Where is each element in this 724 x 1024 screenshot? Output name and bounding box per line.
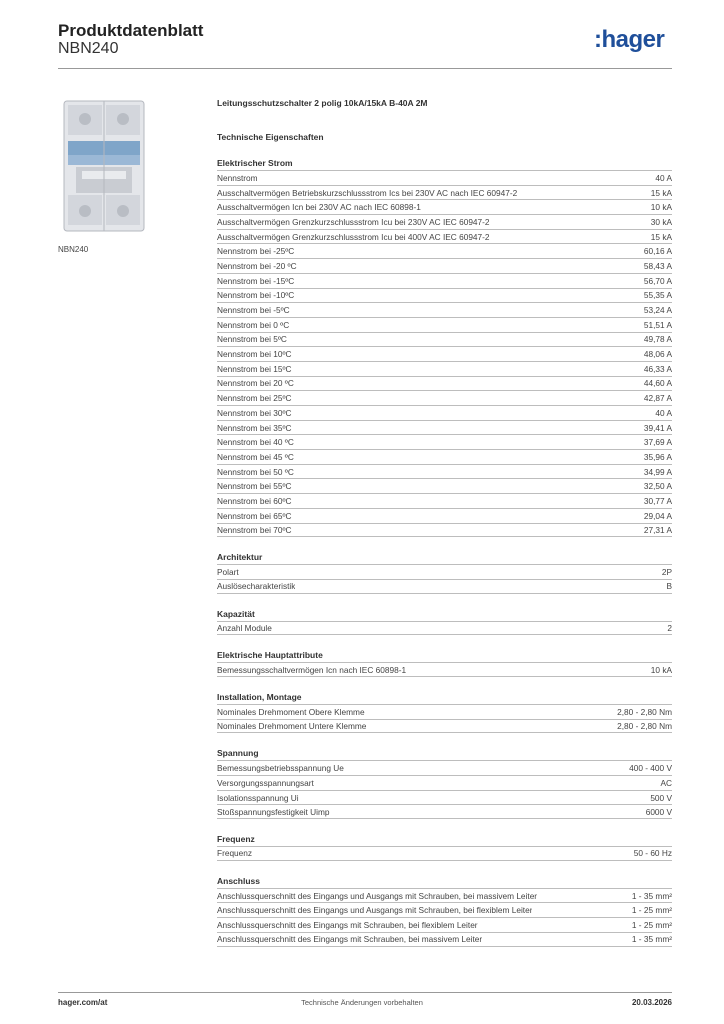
section-title: Elektrische Hauptattribute — [217, 650, 323, 661]
spec-value: 34,99 A — [643, 466, 672, 477]
spec-row — [217, 478, 672, 493]
spec-row — [217, 579, 672, 594]
spec-value: 60,16 A — [643, 246, 672, 257]
footer-divider — [58, 992, 672, 993]
spec-value: 50 - 60 Hz — [633, 848, 672, 859]
spec-row — [217, 229, 672, 244]
spec-value: 1 - 25 mm² — [631, 905, 672, 916]
product-code: NBN240 — [58, 40, 119, 57]
spec-value: 58,43 A — [643, 260, 672, 271]
spec-row — [217, 390, 672, 405]
spec-rows — [217, 564, 672, 593]
spec-row — [217, 523, 672, 538]
spec-label: Ausschaltvermögen Grenzkurzschlussstrom Icu bei 400V AC IEC 60947-2 — [217, 231, 490, 242]
spec-row — [217, 775, 672, 790]
spec-row — [217, 790, 672, 805]
spec-row — [217, 888, 672, 903]
spec-value: 400 - 400 V — [629, 763, 672, 774]
spec-row — [217, 846, 672, 861]
spec-row — [217, 170, 672, 185]
spec-value: 2 — [667, 622, 672, 633]
spec-row — [217, 420, 672, 435]
spec-label: Auslösecharakteristik — [217, 581, 296, 592]
spec-content — [217, 97, 672, 947]
spec-value: 1 - 35 mm² — [631, 934, 672, 945]
spec-section — [217, 875, 672, 947]
spec-label: Nennstrom bei -15ºC — [217, 275, 295, 286]
spec-section — [217, 157, 672, 537]
spec-value: 1 - 35 mm² — [631, 890, 672, 901]
spec-label: Bemessungsbetriebsspannung Ue — [217, 763, 344, 774]
spec-value: 15 kA — [650, 187, 672, 198]
spec-value: 35,96 A — [643, 451, 672, 462]
section-title: Architektur — [217, 552, 263, 563]
spec-section — [217, 747, 672, 819]
spec-label: Versorgungsspannungsart — [217, 777, 314, 788]
spec-rows — [217, 888, 672, 947]
spec-value: 40 A — [655, 172, 672, 183]
spec-value: 48,06 A — [643, 349, 672, 360]
section-title: Elektrischer Strom — [217, 158, 293, 168]
footer-date: 20.03.2026 — [631, 998, 672, 1007]
spec-label: Nennstrom bei 20 ºC — [217, 378, 294, 389]
spec-label: Nennstrom bei 40 ºC — [217, 437, 294, 448]
spec-section — [217, 649, 672, 677]
spec-section — [217, 691, 672, 733]
spec-value: 37,69 A — [643, 437, 672, 448]
spec-label: Nennstrom bei 35ºC — [217, 422, 292, 433]
section-title: Frequenz — [217, 834, 255, 845]
spec-row — [217, 719, 672, 734]
spec-label: Ausschaltvermögen Betriebskurzschlussstrom Ics bei 230V AC nach IEC 60947-2 — [217, 187, 518, 198]
spec-value: 10 kA — [650, 202, 672, 213]
spec-value: 2,80 - 2,80 Nm — [617, 720, 672, 731]
product-title: Leitungsschutzschalter 2 polig 10kA/15kA B-40A 2M — [217, 98, 428, 108]
spec-row — [217, 902, 672, 917]
spec-value: 2P — [661, 567, 672, 578]
spec-row — [217, 346, 672, 361]
spec-rows — [217, 170, 672, 537]
spec-label: Nennstrom bei -25ºC — [217, 246, 295, 257]
spec-row — [217, 804, 672, 819]
spec-row — [217, 258, 672, 273]
spec-label: Nennstrom bei 5ºC — [217, 334, 287, 345]
tech-heading: Technische Eigenschaften — [217, 132, 324, 142]
spec-label: Nennstrom bei -5ºC — [217, 305, 290, 316]
section-title: Anschluss — [217, 875, 260, 886]
spec-row — [217, 376, 672, 391]
spec-section — [217, 833, 672, 861]
spec-label: Anschlussquerschnitt des Eingangs und Ausgangs mit Schrauben, bei flexiblem Leiter — [217, 905, 533, 916]
spec-rows — [217, 760, 672, 819]
spec-rows — [217, 704, 672, 733]
spec-value: 40 A — [655, 407, 672, 418]
spec-label: Nennstrom bei 0 ºC — [217, 319, 290, 330]
spec-value: 42,87 A — [643, 393, 672, 404]
spec-rows — [217, 621, 672, 636]
spec-row — [217, 932, 672, 947]
spec-value: 51,51 A — [643, 319, 672, 330]
spec-label: Polart — [217, 567, 239, 578]
spec-label: Nennstrom bei 25ºC — [217, 393, 292, 404]
spec-row — [217, 662, 672, 677]
section-title: Installation, Montage — [217, 691, 302, 702]
footer-disclaimer: Technische Änderungen vorbehalten — [301, 998, 423, 1007]
spec-value: 49,78 A — [643, 334, 672, 345]
spec-label: Isolationsspannung Ui — [217, 792, 299, 803]
spec-label: Nennstrom bei -10ºC — [217, 290, 295, 301]
spec-label: Frequenz — [217, 848, 253, 859]
spec-label: Nennstrom bei 50 ºC — [217, 466, 294, 477]
spec-label: Nominales Drehmoment Obere Klemme — [217, 706, 365, 717]
spec-label: Anzahl Module — [217, 622, 272, 633]
spec-row — [217, 621, 672, 636]
spec-row — [217, 243, 672, 258]
spec-value: 53,24 A — [643, 305, 672, 316]
spec-row — [217, 434, 672, 449]
spec-label: Nennstrom bei 45 ºC — [217, 451, 294, 462]
spec-row — [217, 361, 672, 376]
spec-row — [217, 760, 672, 775]
spec-value: 1 - 25 mm² — [631, 919, 672, 930]
spec-label: Nennstrom bei 55ºC — [217, 481, 292, 492]
spec-label: Nennstrom bei 15ºC — [217, 363, 292, 374]
spec-row — [217, 917, 672, 932]
spec-label: Nennstrom bei 70ºC — [217, 524, 292, 535]
spec-label: Anschlussquerschnitt des Eingangs mit Schrauben, bei massivem Leiter — [217, 934, 483, 945]
spec-value: 10 kA — [650, 664, 672, 675]
spec-row — [217, 214, 672, 229]
spec-rows — [217, 662, 672, 677]
spec-row — [217, 564, 672, 579]
spec-section — [217, 608, 672, 636]
spec-value: B — [666, 581, 672, 592]
spec-row — [217, 508, 672, 523]
spec-section — [217, 551, 672, 593]
header-divider — [58, 68, 672, 69]
spec-value: 46,33 A — [643, 363, 672, 374]
spec-row — [217, 273, 672, 288]
spec-label: Nennstrom bei 30ºC — [217, 407, 292, 418]
product-image-caption: NBN240 — [58, 245, 89, 254]
spec-row — [217, 332, 672, 347]
spec-value: 15 kA — [650, 231, 672, 242]
spec-value: 6000 V — [645, 806, 672, 817]
spec-row — [217, 199, 672, 214]
circuit-breaker-image — [58, 97, 150, 235]
spec-value: 32,50 A — [643, 481, 672, 492]
spec-label: Nennstrom bei 60ºC — [217, 495, 292, 506]
section-title: Kapazität — [217, 608, 255, 619]
spec-value: 39,41 A — [643, 422, 672, 433]
spec-row — [217, 464, 672, 479]
spec-label: Stoßspannungsfestigkeit Uimp — [217, 806, 330, 817]
spec-value: 30 kA — [650, 216, 672, 227]
spec-label: Nennstrom bei -20 ºC — [217, 260, 297, 271]
spec-value: 27,31 A — [643, 524, 672, 535]
spec-label: Nennstrom — [217, 172, 258, 183]
spec-value: 55,35 A — [643, 290, 672, 301]
spec-row — [217, 317, 672, 332]
spec-row — [217, 449, 672, 464]
spec-value: 500 V — [650, 792, 672, 803]
section-title: Spannung — [217, 748, 259, 759]
spec-row — [217, 185, 672, 200]
spec-row — [217, 493, 672, 508]
spec-label: Anschlussquerschnitt des Eingangs mit Schrauben, bei flexiblem Leiter — [217, 919, 478, 930]
spec-row — [217, 302, 672, 317]
spec-value: 29,04 A — [643, 510, 672, 521]
spec-value: AC — [660, 777, 672, 788]
spec-sections — [217, 157, 672, 947]
spec-label: Bemessungsschaltvermögen Icn nach IEC 60898-1 — [217, 664, 407, 675]
spec-value: 30,77 A — [643, 495, 672, 506]
spec-label: Ausschaltvermögen Icn bei 230V AC nach IEC 60898-1 — [217, 202, 421, 213]
spec-row — [217, 704, 672, 719]
spec-value: 56,70 A — [643, 275, 672, 286]
footer-website[interactable]: hager.com/at — [58, 998, 108, 1007]
spec-label: Nominales Drehmoment Untere Klemme — [217, 720, 367, 731]
spec-label: Ausschaltvermögen Grenzkurzschlussstrom Icu bei 230V AC IEC 60947-2 — [217, 216, 490, 227]
page-title: Produktdatenblatt — [58, 21, 204, 40]
spec-row — [217, 405, 672, 420]
spec-value: 44,60 A — [643, 378, 672, 389]
spec-value: 2,80 - 2,80 Nm — [617, 706, 672, 717]
hager-logo: :hager — [594, 26, 665, 53]
spec-row — [217, 288, 672, 303]
spec-rows — [217, 846, 672, 861]
spec-label: Anschlussquerschnitt des Eingangs und Ausgangs mit Schrauben, bei massivem Leiter — [217, 890, 538, 901]
spec-label: Nennstrom bei 10ºC — [217, 349, 292, 360]
spec-label: Nennstrom bei 65ºC — [217, 510, 292, 521]
